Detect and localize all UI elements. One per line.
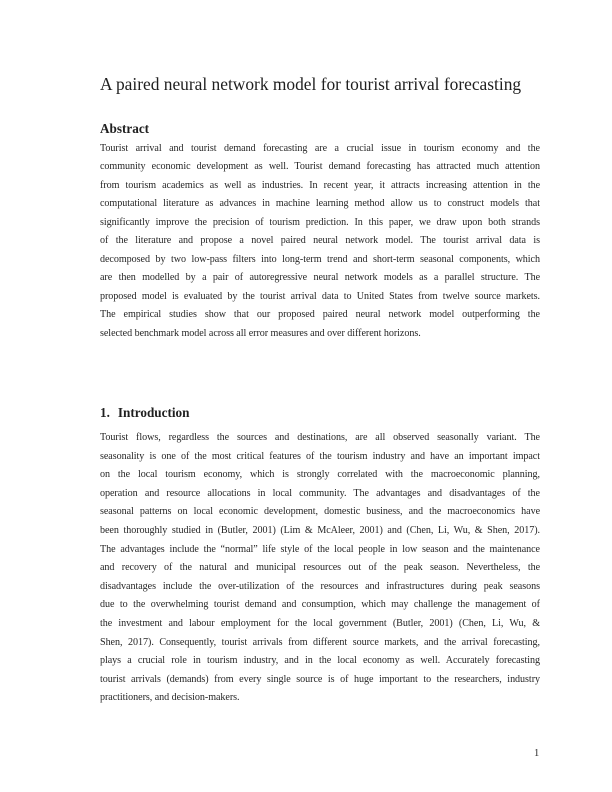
- introduction-heading: [100, 404, 189, 422]
- abstract-line: are then modelled by a pair of autoregressive neural network models as a parallel structure. The: [100, 272, 540, 284]
- abstract-line: decomposed by two low-pass filters into long-term trend and short-term seasonal components, which: [100, 253, 540, 265]
- section-number: 1.: [100, 405, 110, 420]
- introduction-line: disadvantages include the over-utilization of the resources and infrastructures during peak seasons: [100, 580, 540, 592]
- introduction-line: Shen, 2017). Consequently, tourist arrivals from different source markets, and the arrival forecasting,: [100, 636, 540, 648]
- introduction-line: been thoroughly studied in (Butler, 2001) (Lim & McAleer, 2001) and (Chen, Li, Wu, & Shen, 2017).: [100, 524, 540, 536]
- abstract-line: proposed model is evaluated by the tourist arrival data to United States from twelve source markets.: [100, 290, 540, 302]
- abstract-paragraph: [100, 140, 540, 343]
- abstract-line: significantly improve the precision of tourism prediction. In this paper, we draw upon both strands: [100, 216, 540, 228]
- introduction-line: Tourist flows, regardless the sources and destinations, are all observed seasonally variant. The: [100, 432, 540, 443]
- introduction-line: operation and resource allocations in local community. The advantages and disadvantages of the: [100, 487, 540, 499]
- section-title: Introduction: [117, 405, 190, 420]
- abstract-heading: Abstract: [100, 121, 150, 136]
- introduction-line: and recovery of the natural and municipal resources out of the peak season. Nevertheless, the: [100, 562, 540, 574]
- introduction-line: on the local tourism economy, which is strongly correlated with the macroeconomic planning,: [100, 469, 540, 481]
- abstract-line: The empirical studies show that our proposed paired neural network model outperforming the: [100, 309, 540, 321]
- introduction-line: practitioners, and decision-makers.: [100, 692, 240, 704]
- introduction-paragraph: [100, 429, 540, 708]
- abstract-line: community economic development as well. Tourist demand forecasting has attracted much attention: [100, 161, 540, 173]
- introduction-line: plays a crucial role in tourism industry, and in the local economy as well. Accurately forecasting: [100, 655, 540, 667]
- paper-title: A paired neural network model for tourist arrival forecasting: [100, 74, 522, 94]
- abstract-line: selected benchmark model across all error measures and over different horizons.: [100, 327, 421, 339]
- abstract-line: from tourism academics as well as industries. In recent year, it attracts increasing attention in the: [100, 179, 540, 191]
- abstract-line: Tourist arrival and tourist demand forecasting are a crucial issue in tourism economy and the: [100, 143, 540, 154]
- introduction-line: tourist arrivals (demands) from every single source is of huge important to the researchers, industry: [100, 673, 540, 685]
- abstract-line: of the literature and propose a novel paired neural network model. The tourist arrival data is: [100, 235, 540, 247]
- introduction-line: seasonality is one of the most critical features of the tourism industry and have an important impact: [100, 450, 540, 462]
- introduction-line: seasonal patterns on local economic development, domestic business, and the macroeconomics have: [100, 506, 540, 518]
- page-number: 1: [534, 748, 540, 759]
- abstract-line: computational literature as advances in machine learning method allow us to construct models that: [100, 198, 540, 210]
- introduction-line: The advantages include the “normal” life style of the local people in low season and the maintenance: [100, 543, 540, 555]
- introduction-line: the investment and labour employment for the local government (Butler, 2001) (Chen, Li, Wu, &: [100, 617, 540, 629]
- introduction-line: due to the overwhelming tourist demand and consumption, which may challenge the management of: [100, 599, 540, 611]
